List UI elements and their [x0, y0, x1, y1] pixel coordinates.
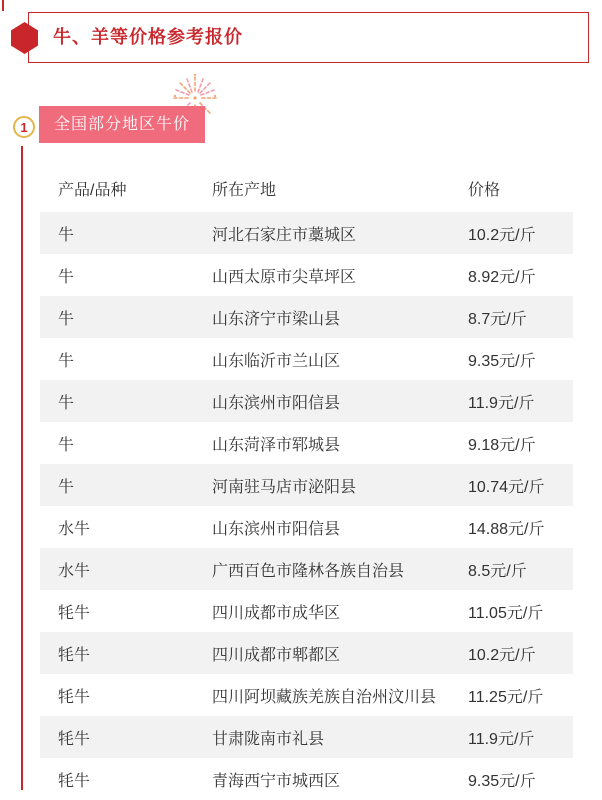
- table-body: [40, 212, 573, 800]
- product-cell: 牛: [58, 394, 75, 412]
- timeline-line: [21, 146, 23, 790]
- price-cell: 14.88元/斤: [468, 520, 545, 538]
- header-product: 产品/品种: [58, 181, 127, 199]
- table-row: [40, 716, 573, 758]
- product-cell: 水牛: [58, 562, 91, 580]
- header-price: 价格: [468, 181, 501, 199]
- product-cell: 牦牛: [58, 688, 91, 706]
- price-cell: 8.92元/斤: [468, 268, 536, 286]
- price-cell: 8.7元/斤: [468, 310, 527, 328]
- table-row: [40, 758, 573, 800]
- price-cell: 11.05元/斤: [468, 604, 544, 622]
- product-cell: 牛: [58, 310, 75, 328]
- location-cell: 河北石家庄市藁城区: [212, 226, 357, 244]
- location-cell: 山东菏泽市郓城县: [212, 436, 341, 454]
- page-title: 牛、羊等价格参考报价: [53, 27, 243, 47]
- table-row: [40, 338, 573, 380]
- product-cell: 牛: [58, 352, 75, 370]
- top-edge-tick: [2, 0, 4, 11]
- location-cell: 河南驻马店市泌阳县: [212, 478, 357, 496]
- product-cell: 水牛: [58, 520, 91, 538]
- location-cell: 四川阿坝藏族羌族自治州汶川县: [212, 688, 437, 706]
- product-cell: 牛: [58, 268, 75, 286]
- location-cell: 山东济宁市梁山县: [212, 310, 341, 328]
- section-label: 全国部分地区牛价: [39, 106, 205, 143]
- price-cell: 8.5元/斤: [468, 562, 527, 580]
- product-cell: 牦牛: [58, 604, 91, 622]
- price-cell: 9.35元/斤: [468, 772, 536, 790]
- table-header-row: [40, 164, 573, 212]
- header-location: 所在产地: [212, 181, 277, 199]
- location-cell: 山东滨州市阳信县: [212, 394, 341, 412]
- header-box: [28, 12, 589, 63]
- location-cell: 山东滨州市阳信县: [212, 520, 341, 538]
- table-row: [40, 212, 573, 254]
- product-cell: 牛: [58, 436, 75, 454]
- price-cell: 11.9元/斤: [468, 394, 535, 412]
- table-row: [40, 632, 573, 674]
- table-row: [40, 422, 573, 464]
- price-cell: 11.9元/斤: [468, 730, 535, 748]
- table-row: [40, 674, 573, 716]
- location-cell: 山西太原市尖草坪区: [212, 268, 357, 286]
- product-cell: 牦牛: [58, 772, 91, 790]
- section-number-badge: [13, 116, 35, 138]
- price-cell: 10.2元/斤: [468, 226, 536, 244]
- product-cell: 牦牛: [58, 646, 91, 664]
- table-row: [40, 506, 573, 548]
- section-number: 1: [20, 119, 28, 135]
- table-row: [40, 590, 573, 632]
- price-cell: 9.35元/斤: [468, 352, 536, 370]
- location-cell: 四川成都市郫都区: [212, 646, 341, 664]
- location-cell: 四川成都市成华区: [212, 604, 341, 622]
- table-row: [40, 464, 573, 506]
- table-row: [40, 548, 573, 590]
- price-table: [40, 164, 573, 800]
- price-cell: 10.74元/斤: [468, 478, 545, 496]
- table-row: [40, 380, 573, 422]
- table-row: [40, 296, 573, 338]
- location-cell: 青海西宁市城西区: [212, 772, 341, 790]
- price-cell: 11.25元/斤: [468, 688, 544, 706]
- location-cell: 广西百色市隆林各族自治县: [212, 562, 405, 580]
- location-cell: 甘肃陇南市礼县: [212, 730, 325, 748]
- price-cell: 9.18元/斤: [468, 436, 536, 454]
- price-cell: 10.2元/斤: [468, 646, 536, 664]
- table-row: [40, 254, 573, 296]
- location-cell: 山东临沂市兰山区: [212, 352, 341, 370]
- product-cell: 牛: [58, 478, 75, 496]
- product-cell: 牦牛: [58, 730, 91, 748]
- product-cell: 牛: [58, 226, 75, 244]
